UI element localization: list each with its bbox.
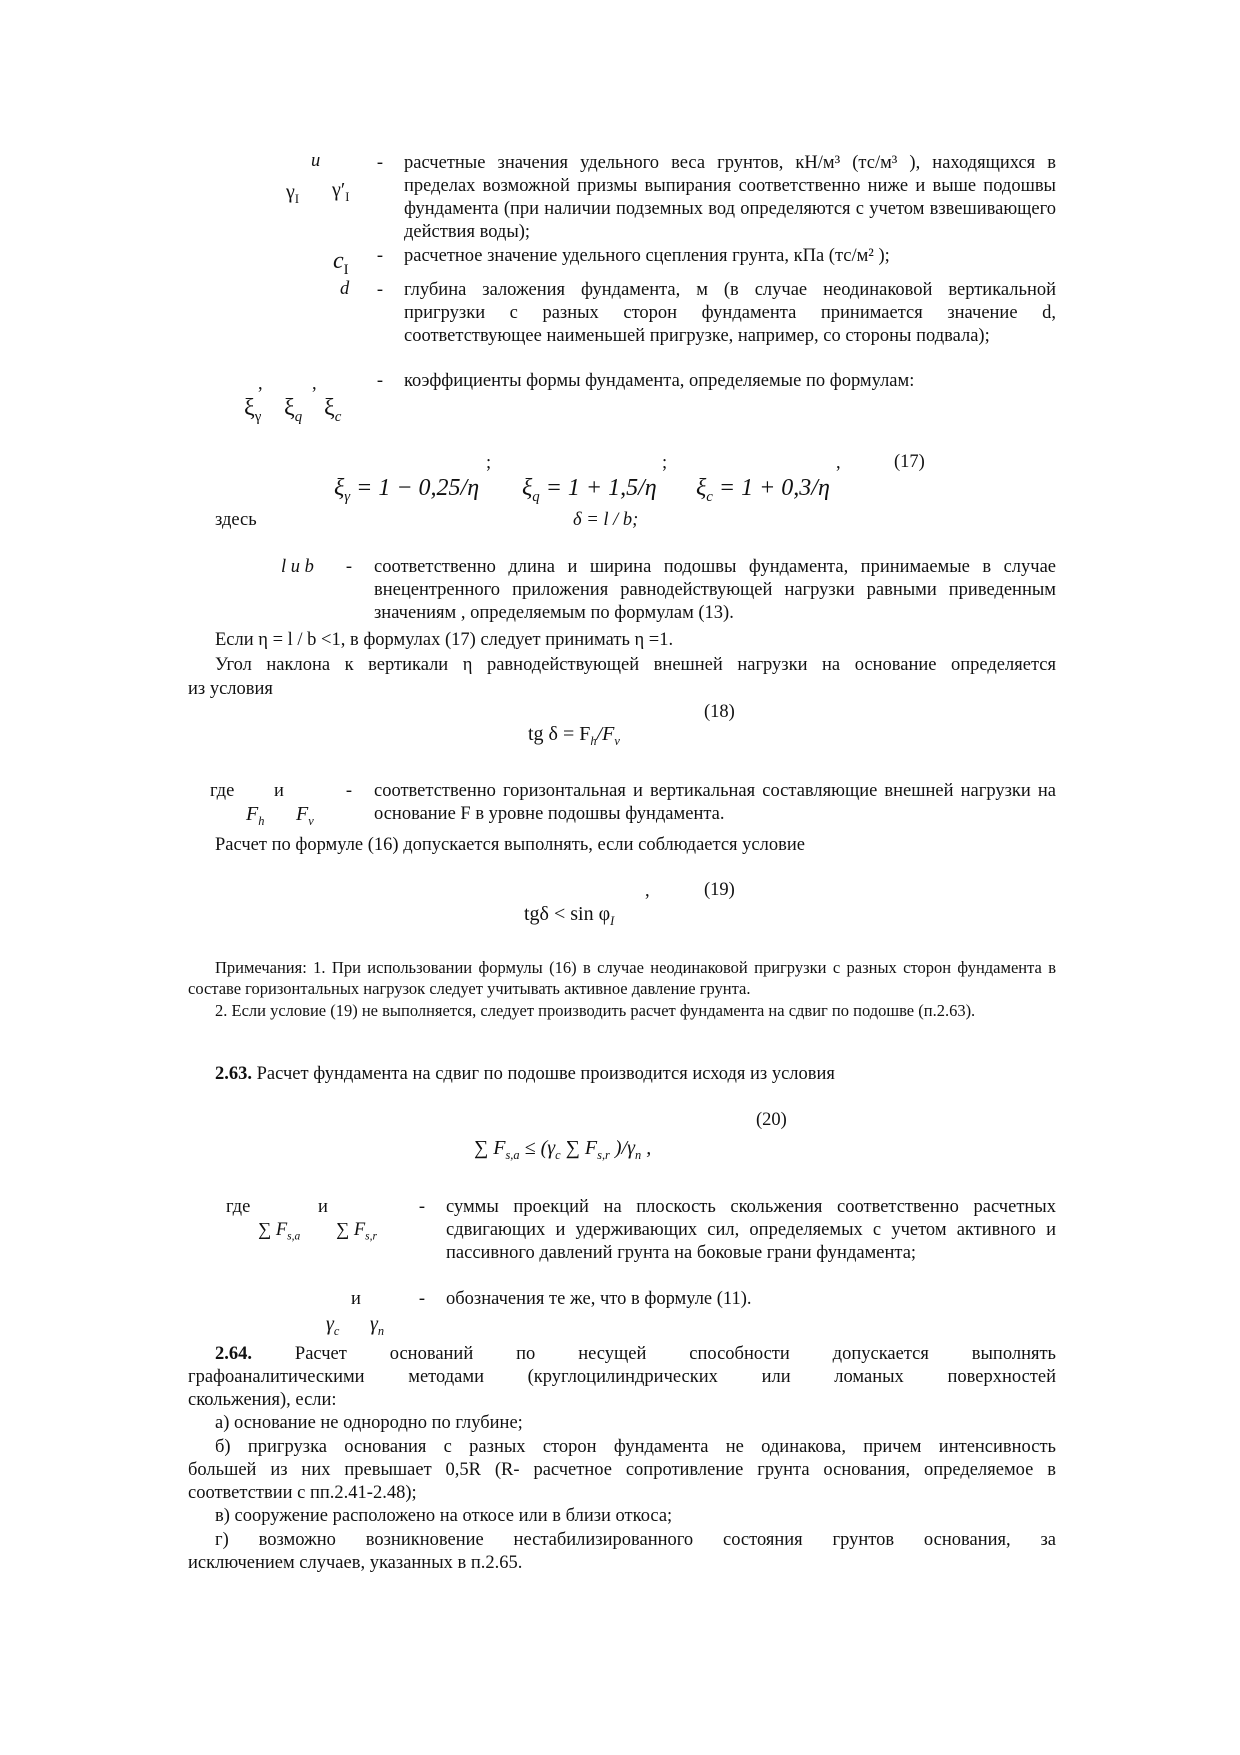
def-dash: -: [376, 246, 384, 266]
zdes-word: здесь: [215, 510, 257, 530]
definition-fh-fv: соответственно горизонтальная и вертикальная составляющие внешней нагрузки на основание F в уровне подошвы фундамента.: [374, 781, 1056, 824]
list-item-b-line2: большей из них превышает 0,5R (R- расчетное сопротивление грунта основания, определяемое в: [188, 1460, 1056, 1480]
gde-word: где: [210, 781, 235, 801]
def-dash: -: [345, 781, 353, 801]
eq17-formula-xi-gamma: $\xi_\gamma = 1 - 0,25/\eta$: [334, 475, 480, 505]
eq17-semicolon: ;: [486, 453, 492, 473]
definition-sums: суммы проекций на плоскость скольжения соответственно расчетных сдвигающих и удерживающих сил, определяемых с учетом активного и пассивного давлений грунта на боковые грани фундамента;: [446, 1197, 1056, 1263]
ugol-paragraph-line2: из условия: [188, 679, 273, 699]
and-word: и: [318, 1197, 328, 1217]
equation-number-18: (18): [704, 702, 735, 722]
paragraph-2-63: 2.63. Расчет фундамента на сдвиг по подошве производится исходя из условия: [215, 1064, 835, 1084]
definition-gamma-c-n: обозначения те же, что в формуле (11).: [446, 1289, 752, 1309]
xi-gamma-symbol: $\xi_\gamma$: [244, 395, 262, 425]
paragraph-2-64-line2: графоаналитическими методами (круглоцилиндрических или ломаных поверхностей: [188, 1367, 1056, 1387]
c1-symbol: $c_I$: [333, 248, 349, 278]
list-item-a: а) основание не однородно по глубине;: [215, 1413, 523, 1433]
sum-fsr-symbol: ∑ $F_{s,r}$: [336, 1220, 377, 1243]
equation-number-20: (20): [756, 1110, 787, 1130]
note-2: 2. Если условие (19) не выполняется, следует производить расчет фундамента на сдвиг по подошве (п.2.63).: [215, 1001, 976, 1020]
fh-symbol: $F_h$: [246, 803, 265, 828]
equation-20: ∑ $F_{s,a} \le (\gamma_c$ ∑ $F_{s,r}$ )$/\gamma_n$ ,: [474, 1137, 652, 1162]
comma: ,: [312, 374, 317, 394]
eq17-formula-xi-c: $\xi_c = 1 + 0,3/\eta$: [696, 475, 830, 505]
ugol-paragraph-line1: Угол наклона к вертикали η равнодействующей внешней нагрузки на основание определяется: [215, 655, 1056, 675]
xi-c-symbol: $\xi_c$: [324, 395, 342, 425]
definition-d: глубина заложения фундамента, м (в случае неодинаковой вертикальной пригрузки с разных сторон фундамента принимается значение d, соответствующее наименьшей пригрузке, например, со стороны подвала);: [404, 280, 1056, 346]
list-item-g-line1: г) возможно возникновение нестабилизированного состояния грунтов основания, за: [215, 1530, 1056, 1550]
gde-word: где: [226, 1197, 251, 1217]
def-dash: -: [376, 153, 384, 173]
def-dash: -: [376, 371, 384, 391]
eq19-comma: ,: [645, 881, 650, 901]
gamma-1-prime-symbol: $\gamma'_I$: [332, 179, 350, 204]
list-item-b-line1: б) пригрузка основания с разных сторон фундамента не одинакова, причем интенсивность: [215, 1437, 1056, 1457]
equation-18: tg $\delta = F_h/F_v$: [528, 723, 620, 748]
gamma-c-symbol: $\gamma_c$: [326, 1313, 340, 1338]
def-dash: -: [418, 1289, 426, 1309]
list-item-v: в) сооружение расположено на откосе или в близи откоса;: [215, 1506, 673, 1526]
definition-gamma: расчетные значения удельного веса грунтов, кН/м³ (тс/м³ ), находящихся в пределах возможной призмы выпирания соответственно ниже и выше подошвы фундамента (при наличии подземных вод определяются с учетом взвешивающего действия воды);: [404, 153, 1056, 242]
eq17-formula-xi-q: $\xi_q = 1 + 1,5/\eta$: [522, 475, 657, 505]
definition-xi: коэффициенты формы фундамента, определяемые по формулам:: [404, 371, 915, 391]
xi-q-symbol: $\xi_q$: [284, 395, 303, 425]
equation-19: $tg\delta < \sin \varphi_I$: [524, 903, 615, 928]
gamma-1-symbol: $\gamma_I$: [286, 181, 299, 206]
paragraph-2-64-line1: 2.64. Расчет оснований по несущей способности допускается выполнять: [215, 1344, 1056, 1364]
lb-term: l и b: [281, 557, 314, 577]
list-item-g-line2: исключением случаев, указанных в п.2.65.: [188, 1553, 523, 1573]
and-word: и: [311, 151, 321, 171]
sum-fsa-symbol: ∑ $F_{s,a}$: [258, 1220, 301, 1243]
note-1: Примечания: 1. При использовании формулы (16) в случае неодинаковой пригрузки с разных сторон фундамента в составе горизонтальных нагрузок следует учитывать активное давление грунта.: [188, 958, 1056, 998]
eq17-semicolon: ;: [662, 453, 668, 473]
def-dash: -: [345, 557, 353, 577]
def-dash: -: [418, 1197, 426, 1217]
paragraph-2-64-line3: скольжения), если:: [188, 1390, 337, 1410]
esli-paragraph: Если η = l / b <1, в формулах (17) следует принимать η =1.: [215, 630, 674, 650]
list-item-b-line3: соответствии с пп.2.41-2.48);: [188, 1483, 417, 1503]
eq17-comma: ,: [836, 453, 841, 473]
fv-symbol: $F_v$: [296, 803, 314, 828]
delta-formula: δ = l / b;: [573, 510, 639, 530]
def-dash: -: [376, 280, 384, 300]
gamma-n-symbol: $\gamma_n$: [370, 1313, 385, 1338]
and-word: и: [274, 781, 284, 801]
definition-lb: соответственно длина и ширина подошвы фундамента, принимаемые в случае внецентренного приложения равнодействующей нагрузки равными приведенным значениям , определяемым по формулам (13).: [374, 557, 1056, 623]
comma: ,: [258, 374, 263, 394]
definition-c1: расчетное значение удельного сцепления грунта, кПа (тс/м² );: [404, 246, 890, 266]
and-word: и: [351, 1289, 361, 1309]
d-symbol: d: [340, 279, 350, 299]
equation-number-17: (17): [894, 452, 925, 472]
equation-number-19: (19): [704, 880, 735, 900]
raschet-paragraph: Расчет по формуле (16) допускается выполнять, если соблюдается условие: [215, 835, 805, 855]
